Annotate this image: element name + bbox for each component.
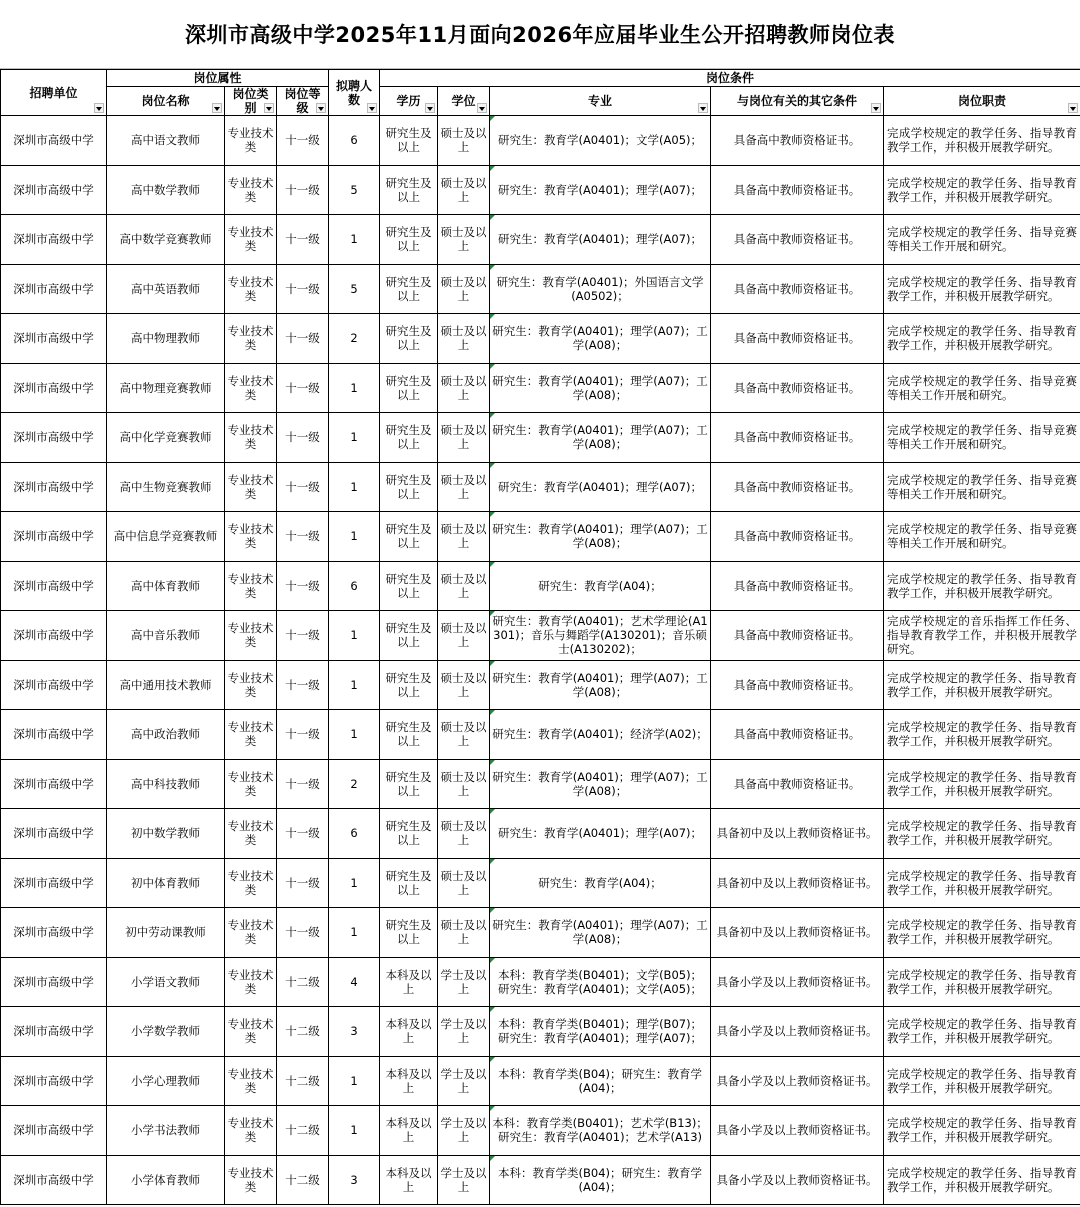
cell-category[interactable]: 专业技术类	[225, 165, 277, 215]
filter-dropdown-icon[interactable]	[1068, 103, 1078, 113]
cell-count[interactable]: 6	[329, 116, 380, 166]
cell-unit[interactable]: 深圳市高级中学	[1, 1056, 107, 1106]
cell-major[interactable]: 研究生：教育学(A0401)；理学(A07)；	[490, 215, 711, 265]
cell-level[interactable]: 十一级	[277, 215, 329, 265]
cell-edu[interactable]: 研究生及以上	[380, 462, 438, 512]
cell-duty[interactable]: 完成学校规定的教学任务、指导教育教学工作，并积极开展教学研究。	[884, 858, 1080, 908]
cell-category[interactable]: 专业技术类	[225, 363, 277, 413]
cell-duty[interactable]: 完成学校规定的教学任务、指导教育教学工作，并积极开展教学研究。	[884, 957, 1080, 1007]
cell-major[interactable]: 研究生：教育学(A0401)；理学(A07)；工学(A08)；	[490, 759, 711, 809]
cell-name[interactable]: 高中语文教师	[107, 116, 225, 166]
header-unit: 招聘单位	[1, 70, 107, 116]
cell-major[interactable]: 本科：教育学类(B04)；研究生：教育学(A04)；	[490, 1155, 711, 1205]
cell-degree[interactable]: 硕士及以上	[438, 165, 490, 215]
cell-marker-icon	[490, 760, 495, 765]
cell-other[interactable]: 具备小学及以上教师资格证书。	[711, 957, 884, 1007]
cell-degree[interactable]: 学士及以上	[438, 1007, 490, 1057]
cell-other[interactable]: 具备小学及以上教师资格证书。	[711, 1155, 884, 1205]
cell-name[interactable]: 高中科技教师	[107, 759, 225, 809]
cell-level[interactable]: 十一级	[277, 264, 329, 314]
cell-category[interactable]: 专业技术类	[225, 413, 277, 463]
cell-major[interactable]: 研究生：教育学(A0401)；外国语言文学(A0502)；	[490, 264, 711, 314]
cell-marker-icon	[490, 265, 495, 270]
cell-major[interactable]: 研究生：教育学(A0401)；经济学(A02)；	[490, 710, 711, 760]
header-level: 岗位等级	[277, 87, 329, 116]
cell-marker-icon	[490, 512, 495, 517]
cell-marker-icon	[490, 463, 495, 468]
cell-major[interactable]: 研究生：教育学(A0401)；理学(A07)；工学(A08)；	[490, 660, 711, 710]
cell-degree[interactable]: 硕士及以上	[438, 413, 490, 463]
cell-level[interactable]: 十一级	[277, 462, 329, 512]
cell-major[interactable]: 本科：教育学类(B0401)；艺术学(B13)；研究生：教育学(A0401)；艺术学(A13)	[490, 1106, 711, 1156]
cell-count[interactable]: 1	[329, 413, 380, 463]
cell-name[interactable]: 高中英语教师	[107, 264, 225, 314]
cell-degree[interactable]: 硕士及以上	[438, 462, 490, 512]
cell-edu[interactable]: 研究生及以上	[380, 908, 438, 958]
cell-duty[interactable]: 完成学校规定的教学任务、指导竞赛等相关工作开展和研究。	[884, 512, 1080, 562]
cell-level[interactable]: 十二级	[277, 1155, 329, 1205]
cell-edu[interactable]: 研究生及以上	[380, 611, 438, 661]
cell-marker-icon	[490, 908, 495, 913]
cell-edu[interactable]: 研究生及以上	[380, 165, 438, 215]
cell-duty[interactable]: 完成学校规定的教学任务、指导教育教学工作，并积极开展教学研究。	[884, 710, 1080, 760]
cell-count[interactable]: 6	[329, 809, 380, 859]
cell-major[interactable]: 研究生：教育学(A0401)；理学(A07)；工学(A08)；	[490, 908, 711, 958]
table-body	[1, 116, 1080, 1205]
cell-other[interactable]: 具备高中教师资格证书。	[711, 710, 884, 760]
table-row	[1, 512, 1080, 562]
table-row	[1, 1056, 1080, 1106]
cell-category[interactable]: 专业技术类	[225, 512, 277, 562]
cell-category[interactable]: 专业技术类	[225, 957, 277, 1007]
cell-other[interactable]: 具备高中教师资格证书。	[711, 314, 884, 364]
cell-duty[interactable]: 完成学校规定的教学任务、指导教育教学工作，并积极开展教学研究。	[884, 116, 1080, 166]
cell-other[interactable]: 具备初中及以上教师资格证书。	[711, 858, 884, 908]
cell-degree[interactable]: 硕士及以上	[438, 264, 490, 314]
cell-unit[interactable]: 深圳市高级中学	[1, 660, 107, 710]
cell-category[interactable]: 专业技术类	[225, 116, 277, 166]
cell-marker-icon	[490, 166, 495, 171]
cell-other[interactable]: 具备小学及以上教师资格证书。	[711, 1056, 884, 1106]
cell-other[interactable]: 具备高中教师资格证书。	[711, 759, 884, 809]
cell-degree[interactable]: 硕士及以上	[438, 908, 490, 958]
cell-other[interactable]: 具备初中及以上教师资格证书。	[711, 908, 884, 958]
filter-dropdown-icon[interactable]	[316, 103, 326, 113]
cell-category[interactable]: 专业技术类	[225, 1056, 277, 1106]
table-row	[1, 1155, 1080, 1205]
cell-name[interactable]: 初中体育教师	[107, 858, 225, 908]
cell-other[interactable]: 具备高中教师资格证书。	[711, 512, 884, 562]
cell-level[interactable]: 十二级	[277, 1007, 329, 1057]
cell-major[interactable]: 研究生：教育学(A0401)；理学(A07)；工学(A08)；	[490, 413, 711, 463]
cell-other[interactable]: 具备高中教师资格证书。	[711, 165, 884, 215]
cell-duty[interactable]: 完成学校规定的教学任务、指导教育教学工作，并积极开展教学研究。	[884, 660, 1080, 710]
cell-category[interactable]: 专业技术类	[225, 1155, 277, 1205]
cell-unit[interactable]: 深圳市高级中学	[1, 908, 107, 958]
cell-other[interactable]: 具备高中教师资格证书。	[711, 363, 884, 413]
cell-category[interactable]: 专业技术类	[225, 462, 277, 512]
cell-name[interactable]: 高中音乐教师	[107, 611, 225, 661]
table-row	[1, 165, 1080, 215]
cell-other[interactable]: 具备高中教师资格证书。	[711, 413, 884, 463]
cell-edu[interactable]: 研究生及以上	[380, 413, 438, 463]
cell-count[interactable]: 1	[329, 512, 380, 562]
cell-category[interactable]: 专业技术类	[225, 809, 277, 859]
cell-level[interactable]: 十二级	[277, 1056, 329, 1106]
cell-marker-icon	[490, 611, 495, 616]
cell-level[interactable]: 十二级	[277, 957, 329, 1007]
cell-edu[interactable]: 研究生及以上	[380, 215, 438, 265]
cell-unit[interactable]: 深圳市高级中学	[1, 1007, 107, 1057]
cell-marker-icon	[490, 859, 495, 864]
cell-duty[interactable]: 完成学校规定的教学任务、指导竞赛等相关工作开展和研究。	[884, 462, 1080, 512]
cell-degree[interactable]: 硕士及以上	[438, 611, 490, 661]
cell-unit[interactable]: 深圳市高级中学	[1, 165, 107, 215]
cell-unit[interactable]: 深圳市高级中学	[1, 413, 107, 463]
cell-degree[interactable]: 硕士及以上	[438, 215, 490, 265]
cell-name[interactable]: 高中体育教师	[107, 561, 225, 611]
header-duty: 岗位职责	[884, 87, 1080, 116]
table-row	[1, 314, 1080, 364]
cell-marker-icon	[490, 562, 495, 567]
cell-major[interactable]: 研究生：教育学(A0401)；理学(A07)；	[490, 165, 711, 215]
cell-degree[interactable]: 硕士及以上	[438, 512, 490, 562]
cell-level[interactable]: 十一级	[277, 561, 329, 611]
cell-duty[interactable]: 完成学校规定的教学任务、指导教育教学工作，并积极开展教学研究。	[884, 1007, 1080, 1057]
cell-marker-icon	[490, 1106, 495, 1111]
cell-category[interactable]: 专业技术类	[225, 1007, 277, 1057]
table-row	[1, 957, 1080, 1007]
cell-unit[interactable]: 深圳市高级中学	[1, 710, 107, 760]
cell-other[interactable]: 具备高中教师资格证书。	[711, 660, 884, 710]
cell-unit[interactable]: 深圳市高级中学	[1, 858, 107, 908]
filter-dropdown-icon[interactable]	[367, 103, 377, 113]
cell-duty[interactable]: 完成学校规定的教学任务、指导教育教学工作，并积极开展教学研究。	[884, 1155, 1080, 1205]
cell-major[interactable]: 研究生：教育学(A0401)；理学(A07)；工学(A08)；	[490, 363, 711, 413]
filter-dropdown-icon[interactable]	[212, 103, 222, 113]
cell-count[interactable]: 1	[329, 215, 380, 265]
cell-count[interactable]: 3	[329, 1155, 380, 1205]
table-row	[1, 858, 1080, 908]
filter-dropdown-icon[interactable]	[264, 103, 274, 113]
cell-degree[interactable]: 硕士及以上	[438, 858, 490, 908]
cell-edu[interactable]: 研究生及以上	[380, 858, 438, 908]
cell-level[interactable]: 十一级	[277, 363, 329, 413]
cell-level[interactable]: 十一级	[277, 660, 329, 710]
cell-edu[interactable]: 研究生及以上	[380, 561, 438, 611]
cell-unit[interactable]: 深圳市高级中学	[1, 611, 107, 661]
cell-marker-icon	[490, 413, 495, 418]
cell-edu[interactable]: 研究生及以上	[380, 314, 438, 364]
cell-level[interactable]: 十一级	[277, 413, 329, 463]
cell-degree[interactable]: 硕士及以上	[438, 660, 490, 710]
cell-unit[interactable]: 深圳市高级中学	[1, 116, 107, 166]
cell-marker-icon	[490, 1156, 495, 1161]
header-other: 与岗位有关的其它条件	[711, 87, 884, 116]
cell-unit[interactable]: 深圳市高级中学	[1, 957, 107, 1007]
cell-duty[interactable]: 完成学校规定的教学任务、指导教育教学工作，并积极开展教学研究。	[884, 264, 1080, 314]
header-major: 专业	[490, 87, 711, 116]
cell-other[interactable]: 具备高中教师资格证书。	[711, 116, 884, 166]
cell-count[interactable]: 5	[329, 165, 380, 215]
cell-duty[interactable]: 完成学校规定的音乐指挥工作任务、指导教育教学工作，并积极开展教学研究。	[884, 611, 1080, 661]
cell-marker-icon	[490, 710, 495, 715]
cell-degree[interactable]: 硕士及以上	[438, 809, 490, 859]
cell-degree[interactable]: 硕士及以上	[438, 710, 490, 760]
cell-other[interactable]: 具备高中教师资格证书。	[711, 462, 884, 512]
cell-duty[interactable]: 完成学校规定的教学任务、指导竞赛等相关工作开展和研究。	[884, 363, 1080, 413]
cell-name[interactable]: 高中数学教师	[107, 165, 225, 215]
cell-count[interactable]: 1	[329, 858, 380, 908]
cell-level[interactable]: 十一级	[277, 611, 329, 661]
cell-name[interactable]: 高中信息学竞赛教师	[107, 512, 225, 562]
cell-count[interactable]: 3	[329, 1007, 380, 1057]
table-row	[1, 462, 1080, 512]
cell-unit[interactable]: 深圳市高级中学	[1, 314, 107, 364]
cell-count[interactable]: 1	[329, 660, 380, 710]
cell-unit[interactable]: 深圳市高级中学	[1, 215, 107, 265]
cell-degree[interactable]: 学士及以上	[438, 957, 490, 1007]
cell-marker-icon	[490, 314, 495, 319]
cell-major[interactable]: 本科：教育学类(B04)；研究生：教育学(A04)；	[490, 1056, 711, 1106]
cell-major[interactable]: 研究生：教育学(A0401)；文学(A05)；	[490, 116, 711, 166]
cell-major[interactable]: 本科：教育学类(B0401)；理学(B07)； 研究生：教育学(A0401)；理学(A07)；	[490, 1007, 711, 1057]
cell-other[interactable]: 具备高中教师资格证书。	[711, 215, 884, 265]
cell-category[interactable]: 专业技术类	[225, 561, 277, 611]
cell-degree[interactable]: 硕士及以上	[438, 116, 490, 166]
cell-duty[interactable]: 完成学校规定的教学任务、指导教育教学工作，并积极开展教学研究。	[884, 165, 1080, 215]
cell-category[interactable]: 专业技术类	[225, 314, 277, 364]
cell-count[interactable]: 1	[329, 908, 380, 958]
cell-degree[interactable]: 学士及以上	[438, 1155, 490, 1205]
cell-marker-icon	[490, 116, 495, 121]
cell-degree[interactable]: 硕士及以上	[438, 363, 490, 413]
cell-duty[interactable]: 完成学校规定的教学任务、指导竞赛等相关工作开展和研究。	[884, 215, 1080, 265]
cell-unit[interactable]: 深圳市高级中学	[1, 264, 107, 314]
filter-dropdown-icon[interactable]	[871, 103, 881, 113]
cell-duty[interactable]: 完成学校规定的教学任务、指导教育教学工作，并积极开展教学研究。	[884, 908, 1080, 958]
cell-category[interactable]: 专业技术类	[225, 1106, 277, 1156]
table-row	[1, 611, 1080, 661]
cell-name[interactable]: 小学书法教师	[107, 1106, 225, 1156]
cell-category[interactable]: 专业技术类	[225, 660, 277, 710]
cell-level[interactable]: 十一级	[277, 710, 329, 760]
cell-name[interactable]: 小学心理教师	[107, 1056, 225, 1106]
table-row	[1, 363, 1080, 413]
header-count: 拟聘人数	[329, 70, 380, 116]
cell-marker-icon	[490, 809, 495, 814]
table-row	[1, 264, 1080, 314]
cell-edu[interactable]: 研究生及以上	[380, 809, 438, 859]
page-title: 深圳市高级中学2025年11月面向2026年应届毕业生公开招聘教师岗位表	[184, 23, 896, 47]
cell-unit[interactable]: 深圳市高级中学	[1, 363, 107, 413]
cell-name[interactable]: 初中数学教师	[107, 809, 225, 859]
cell-edu[interactable]: 本科及以上	[380, 1056, 438, 1106]
recruitment-table	[0, 69, 1080, 1205]
cell-name[interactable]: 高中通用技术教师	[107, 660, 225, 710]
cell-edu[interactable]: 本科及以上	[380, 957, 438, 1007]
cell-edu[interactable]: 研究生及以上	[380, 264, 438, 314]
cell-edu[interactable]: 研究生及以上	[380, 660, 438, 710]
cell-count[interactable]: 2	[329, 314, 380, 364]
cell-duty[interactable]: 完成学校规定的教学任务、指导教育教学工作，并积极开展教学研究。	[884, 561, 1080, 611]
cell-unit[interactable]: 深圳市高级中学	[1, 759, 107, 809]
cell-level[interactable]: 十二级	[277, 1106, 329, 1156]
cell-edu[interactable]: 研究生及以上	[380, 116, 438, 166]
header-attr-group: 岗位属性	[107, 70, 329, 87]
cell-edu[interactable]: 本科及以上	[380, 1007, 438, 1057]
cell-unit[interactable]: 深圳市高级中学	[1, 512, 107, 562]
cell-marker-icon	[490, 661, 495, 666]
cell-category[interactable]: 专业技术类	[225, 858, 277, 908]
cell-category[interactable]: 专业技术类	[225, 264, 277, 314]
cell-edu[interactable]: 本科及以上	[380, 1155, 438, 1205]
cell-duty[interactable]: 完成学校规定的教学任务、指导教育教学工作，并积极开展教学研究。	[884, 1056, 1080, 1106]
cell-other[interactable]: 具备小学及以上教师资格证书。	[711, 1007, 884, 1057]
header-category: 岗位类别	[225, 87, 277, 116]
cell-degree[interactable]: 硕士及以上	[438, 561, 490, 611]
cell-marker-icon	[490, 1057, 495, 1062]
cell-degree[interactable]: 硕士及以上	[438, 759, 490, 809]
cell-name[interactable]: 高中生物竞赛教师	[107, 462, 225, 512]
cell-count[interactable]: 5	[329, 264, 380, 314]
cell-duty[interactable]: 完成学校规定的教学任务、指导竞赛等相关工作开展和研究。	[884, 413, 1080, 463]
header-degree: 学位	[438, 87, 490, 116]
cell-unit[interactable]: 深圳市高级中学	[1, 1106, 107, 1156]
cell-level[interactable]: 十一级	[277, 908, 329, 958]
cell-name[interactable]: 高中数学竞赛教师	[107, 215, 225, 265]
cell-marker-icon	[490, 958, 495, 963]
cell-major[interactable]: 研究生：教育学(A0401)；理学(A07)；	[490, 809, 711, 859]
table-row	[1, 660, 1080, 710]
table-row	[1, 116, 1080, 166]
cell-count[interactable]: 1	[329, 611, 380, 661]
cell-degree[interactable]: 学士及以上	[438, 1106, 490, 1156]
cell-duty[interactable]: 完成学校规定的教学任务、指导教育教学工作，并积极开展教学研究。	[884, 1106, 1080, 1156]
cell-name[interactable]: 高中物理竞赛教师	[107, 363, 225, 413]
cell-category[interactable]: 专业技术类	[225, 710, 277, 760]
cell-unit[interactable]: 深圳市高级中学	[1, 462, 107, 512]
cell-duty[interactable]: 完成学校规定的教学任务、指导教育教学工作，并积极开展教学研究。	[884, 809, 1080, 859]
cell-level[interactable]: 十一级	[277, 512, 329, 562]
cell-level[interactable]: 十一级	[277, 858, 329, 908]
cell-category[interactable]: 专业技术类	[225, 611, 277, 661]
cell-name[interactable]: 高中物理教师	[107, 314, 225, 364]
cell-major[interactable]: 研究生：教育学(A04)；	[490, 858, 711, 908]
cell-category[interactable]: 专业技术类	[225, 215, 277, 265]
cell-other[interactable]: 具备初中及以上教师资格证书。	[711, 809, 884, 859]
cell-count[interactable]: 1	[329, 363, 380, 413]
cell-marker-icon	[490, 364, 495, 369]
cell-count[interactable]: 2	[329, 759, 380, 809]
cell-major[interactable]: 研究生：教育学(A04)；	[490, 561, 711, 611]
cell-level[interactable]: 十一级	[277, 759, 329, 809]
header-name: 岗位名称	[107, 87, 225, 116]
cell-level[interactable]: 十一级	[277, 809, 329, 859]
cell-edu[interactable]: 研究生及以上	[380, 759, 438, 809]
cell-count[interactable]: 6	[329, 561, 380, 611]
cell-category[interactable]: 专业技术类	[225, 908, 277, 958]
cell-major[interactable]: 研究生：教育学(A0401)；理学(A07)；工学(A08)；	[490, 314, 711, 364]
cell-name[interactable]: 小学数学教师	[107, 1007, 225, 1057]
table-row	[1, 215, 1080, 265]
cell-major[interactable]: 研究生：教育学(A0401)；艺术学理论(A1301)；音乐与舞蹈学(A130201)；音乐硕士(A130202)；	[490, 611, 711, 661]
cell-name[interactable]: 小学体育教师	[107, 1155, 225, 1205]
cell-unit[interactable]: 深圳市高级中学	[1, 561, 107, 611]
cell-name[interactable]: 高中政治教师	[107, 710, 225, 760]
title-bar	[0, 0, 1080, 69]
table-row	[1, 1007, 1080, 1057]
header-cond-group: 岗位条件	[380, 70, 1080, 87]
header-edu: 学历	[380, 87, 438, 116]
cell-duty[interactable]: 完成学校规定的教学任务、指导教育教学工作，并积极开展教学研究。	[884, 759, 1080, 809]
cell-marker-icon	[490, 1007, 495, 1012]
cell-degree[interactable]: 学士及以上	[438, 1056, 490, 1106]
filter-dropdown-icon[interactable]	[425, 103, 435, 113]
cell-name[interactable]: 初中劳动课教师	[107, 908, 225, 958]
filter-dropdown-icon[interactable]	[477, 103, 487, 113]
cell-count[interactable]: 4	[329, 957, 380, 1007]
cell-count[interactable]: 1	[329, 1106, 380, 1156]
cell-major[interactable]: 研究生：教育学(A0401)；理学(A07)；工学(A08)；	[490, 512, 711, 562]
filter-dropdown-icon[interactable]	[94, 103, 104, 113]
cell-edu[interactable]: 研究生及以上	[380, 363, 438, 413]
cell-count[interactable]: 1	[329, 462, 380, 512]
cell-duty[interactable]: 完成学校规定的教学任务、指导教育教学工作，并积极开展教学研究。	[884, 314, 1080, 364]
cell-level[interactable]: 十一级	[277, 314, 329, 364]
table-row	[1, 809, 1080, 859]
cell-level[interactable]: 十一级	[277, 165, 329, 215]
table-row	[1, 908, 1080, 958]
cell-edu[interactable]: 本科及以上	[380, 1106, 438, 1156]
cell-edu[interactable]: 研究生及以上	[380, 512, 438, 562]
cell-marker-icon	[490, 215, 495, 220]
cell-other[interactable]: 具备小学及以上教师资格证书。	[711, 1106, 884, 1156]
cell-category[interactable]: 专业技术类	[225, 759, 277, 809]
cell-edu[interactable]: 研究生及以上	[380, 710, 438, 760]
table-row	[1, 561, 1080, 611]
cell-level[interactable]: 十一级	[277, 116, 329, 166]
table-row	[1, 413, 1080, 463]
cell-count[interactable]: 1	[329, 1056, 380, 1106]
cell-unit[interactable]: 深圳市高级中学	[1, 1155, 107, 1205]
cell-other[interactable]: 具备高中教师资格证书。	[711, 264, 884, 314]
cell-major[interactable]: 本科：教育学类(B0401)；文学(B05)； 研究生：教育学(A0401)；文学(A05)；	[490, 957, 711, 1007]
table-row	[1, 710, 1080, 760]
cell-count[interactable]: 1	[329, 710, 380, 760]
filter-dropdown-icon[interactable]	[698, 103, 708, 113]
cell-degree[interactable]: 硕士及以上	[438, 314, 490, 364]
cell-other[interactable]: 具备高中教师资格证书。	[711, 561, 884, 611]
table-row	[1, 759, 1080, 809]
cell-name[interactable]: 小学语文教师	[107, 957, 225, 1007]
cell-major[interactable]: 研究生：教育学(A0401)；理学(A07)；	[490, 462, 711, 512]
table-row	[1, 1106, 1080, 1156]
cell-other[interactable]: 具备高中教师资格证书。	[711, 611, 884, 661]
cell-name[interactable]: 高中化学竞赛教师	[107, 413, 225, 463]
cell-unit[interactable]: 深圳市高级中学	[1, 809, 107, 859]
